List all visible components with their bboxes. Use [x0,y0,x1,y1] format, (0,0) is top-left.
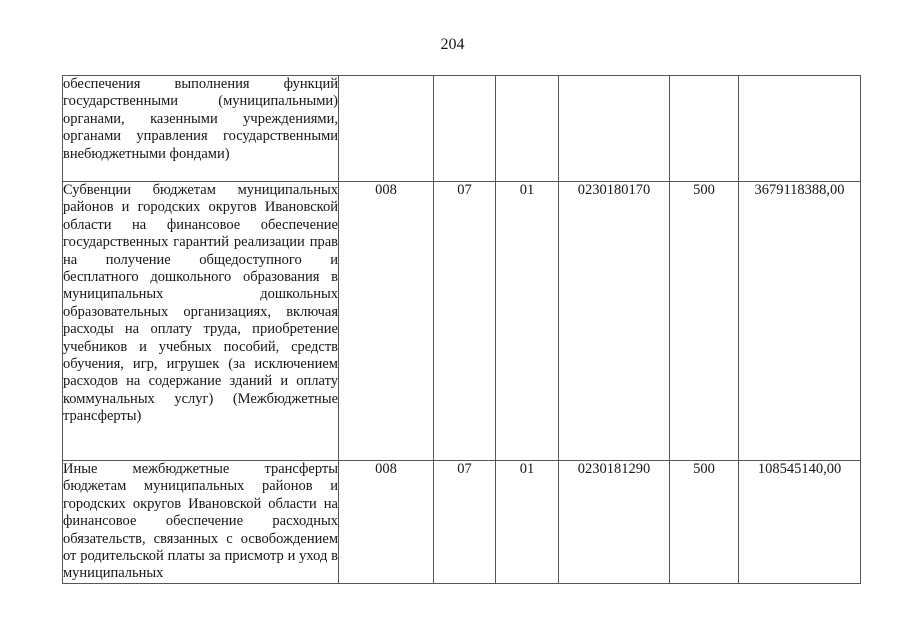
cell-section-code: 07 [434,182,496,461]
cell-amount: 3679118388,00 [739,182,861,461]
table-row [63,76,861,182]
cell-section-code: 07 [434,461,496,584]
cell-expense-type-code [670,76,739,182]
cell-grbs-code: 008 [339,182,434,461]
table-row [63,182,861,461]
cell-section-code [434,76,496,182]
cell-subsection-code: 01 [496,182,559,461]
cell-subsection-code [496,76,559,182]
cell-grbs-code: 008 [339,461,434,584]
table-row [63,461,861,584]
cell-description: Иные межбюджетные трансферты бюджетам муниципальных районов и городских округов Ивановской области на финансовое обеспечение расходных обязательств, связанных с освобождением от родительской платы за присмотр и уход в муниципальных [63,461,338,582]
cell-description: Субвенции бюджетам муниципальных районов и городских округов Ивановской области на финансовое обеспечение государственных гарантий реализации прав на получение общедоступного и бесплатного дошкольного образования в муниципальных дошкольных образовательных организациях, включая расходы на оплату труда, приобретение учебников и учебных пособий, средств обучения, игр, игрушек (за исключением расходов на содержание зданий и оплату коммунальных услуг) (Межбюджетные трансферты) [63,182,339,461]
cell-expense-type-code: 500 [670,182,739,461]
cell-amount [739,76,861,182]
cell-target-article-code: 0230180170 [559,182,670,461]
cell-expense-type-code: 500 [670,461,739,584]
cell-target-article-code [559,76,670,182]
cell-description: обеспечения выполнения функций государственными (муниципальными) органами, казенными учреждениями, органами управления государственными внебюджетными фондами) [63,76,339,182]
cell-target-article-code: 0230181290 [559,461,670,584]
cell-grbs-code [339,76,434,182]
cell-amount: 108545140,00 [739,461,861,584]
cell-subsection-code: 01 [496,461,559,584]
page-number: 204 [440,36,465,53]
budget-expenses-table [62,75,861,584]
